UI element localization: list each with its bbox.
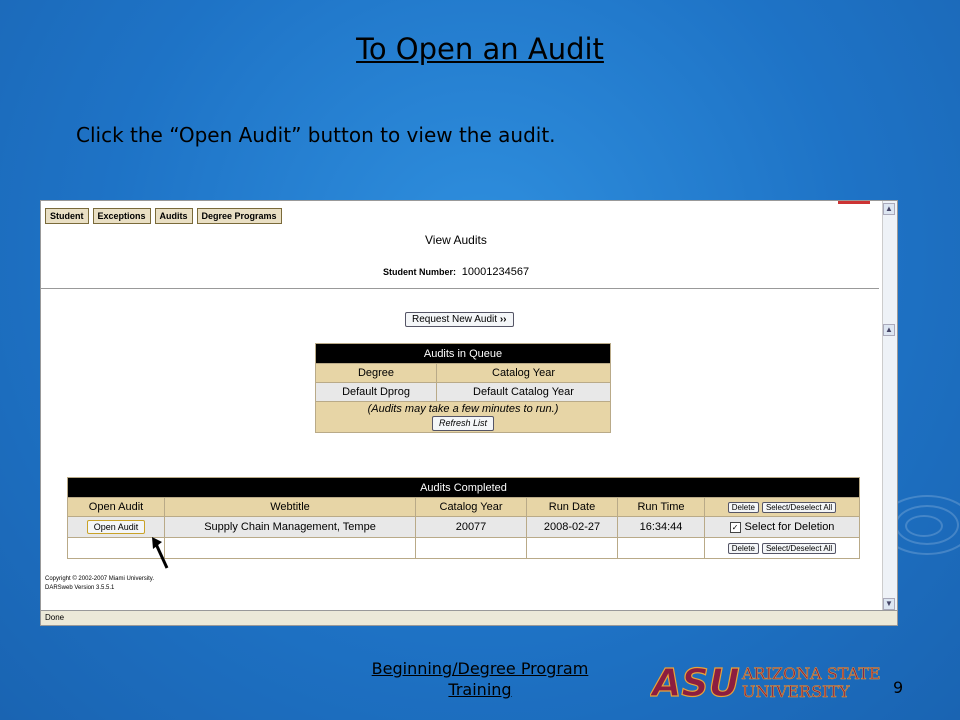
scroll-up-icon[interactable]: ▲ [883, 203, 895, 215]
select-deselect-all-button[interactable]: Select/Deselect All [762, 543, 836, 554]
request-new-audit-button[interactable] [405, 312, 514, 327]
request-new-audit-label: Request New Audit [412, 314, 498, 325]
arrow-pointer-icon [151, 536, 171, 570]
header-open-audit: Open Audit [68, 498, 165, 517]
header-catalog-year: Catalog Year [416, 498, 527, 517]
completed-title: Audits Completed [68, 478, 860, 498]
vertical-scrollbar[interactable] [882, 201, 897, 611]
delete-button[interactable]: Delete [728, 502, 759, 513]
queue-degree-cell: Default Dprog [316, 383, 437, 402]
open-audit-cell [68, 517, 165, 538]
copyright [45, 575, 154, 593]
svg-text:ASU: ASU [652, 661, 740, 700]
instruction-text: Click the “Open Audit” button to view the audit. [76, 123, 556, 147]
select-deselect-all-button[interactable]: Select/Deselect All [762, 502, 836, 513]
table-row [68, 517, 860, 538]
queue-header-degree: Degree [316, 364, 437, 383]
footer-line: Beginning/Degree Program [371, 659, 589, 678]
footer-actions [705, 538, 860, 559]
nav-degree-programs-button[interactable]: Degree Programs [197, 208, 282, 224]
double-chevron-icon: ›› [499, 314, 507, 325]
nav-bar [45, 208, 282, 224]
run-time-cell: 16:34:44 [618, 517, 705, 538]
darsweb-screenshot [40, 200, 898, 626]
student-number-label: Student Number: [383, 267, 456, 277]
header-actions [705, 498, 860, 517]
queue-catalog-year-cell: Default Catalog Year [437, 383, 611, 402]
scroll-down-icon[interactable]: ▼ [883, 598, 895, 610]
view-audits-title: View Audits [425, 233, 487, 247]
browser-tab-marker [838, 201, 870, 204]
header-run-time: Run Time [618, 498, 705, 517]
copyright-line: Copyright © 2002-2007 Miami University. [45, 576, 155, 582]
asu-logo [650, 660, 888, 704]
slide-title: To Open an Audit [356, 32, 604, 66]
version-line: DARSweb Version 3.5.5.1 [45, 585, 115, 591]
footer-title [350, 658, 610, 700]
status-bar [41, 610, 897, 625]
select-for-deletion-label: Select for Deletion [744, 521, 835, 533]
table-row [68, 538, 860, 559]
status-text: Done [45, 613, 65, 622]
select-cell [705, 517, 860, 538]
scroll-up-icon[interactable]: ▲ [883, 324, 895, 336]
queue-note-cell [316, 402, 611, 433]
ripple-decoration [905, 515, 943, 537]
nav-audits-button[interactable]: Audits [155, 208, 193, 224]
header-run-date: Run Date [527, 498, 618, 517]
page-number: 9 [893, 678, 904, 697]
refresh-list-button[interactable]: Refresh List [432, 416, 494, 431]
header-webtitle: Webtitle [165, 498, 416, 517]
queue-header-catalog-year: Catalog Year [437, 364, 611, 383]
audits-in-queue-table [315, 343, 611, 433]
student-number-value: 10001234567 [461, 266, 530, 278]
run-date-cell: 2008-02-27 [527, 517, 618, 538]
queue-note: (Audits may take a few minutes to run.) [367, 403, 559, 415]
nav-exceptions-button[interactable]: Exceptions [93, 208, 151, 224]
svg-text:ARIZONA STATE: ARIZONA STATE [742, 664, 881, 683]
open-audit-button[interactable]: Open Audit [87, 520, 146, 534]
footer-line: Training [448, 680, 512, 699]
nav-student-button[interactable]: Student [45, 208, 89, 224]
queue-title: Audits in Queue [316, 344, 611, 364]
audits-completed-table [67, 477, 860, 559]
svg-text:UNIVERSITY: UNIVERSITY [742, 682, 850, 700]
divider [41, 288, 879, 289]
webtitle-cell: Supply Chain Management, Tempe [165, 517, 416, 538]
catalog-year-cell: 20077 [416, 517, 527, 538]
select-for-deletion-checkbox[interactable]: ✓ [730, 522, 741, 533]
student-number-row [383, 266, 529, 278]
delete-button[interactable]: Delete [728, 543, 759, 554]
